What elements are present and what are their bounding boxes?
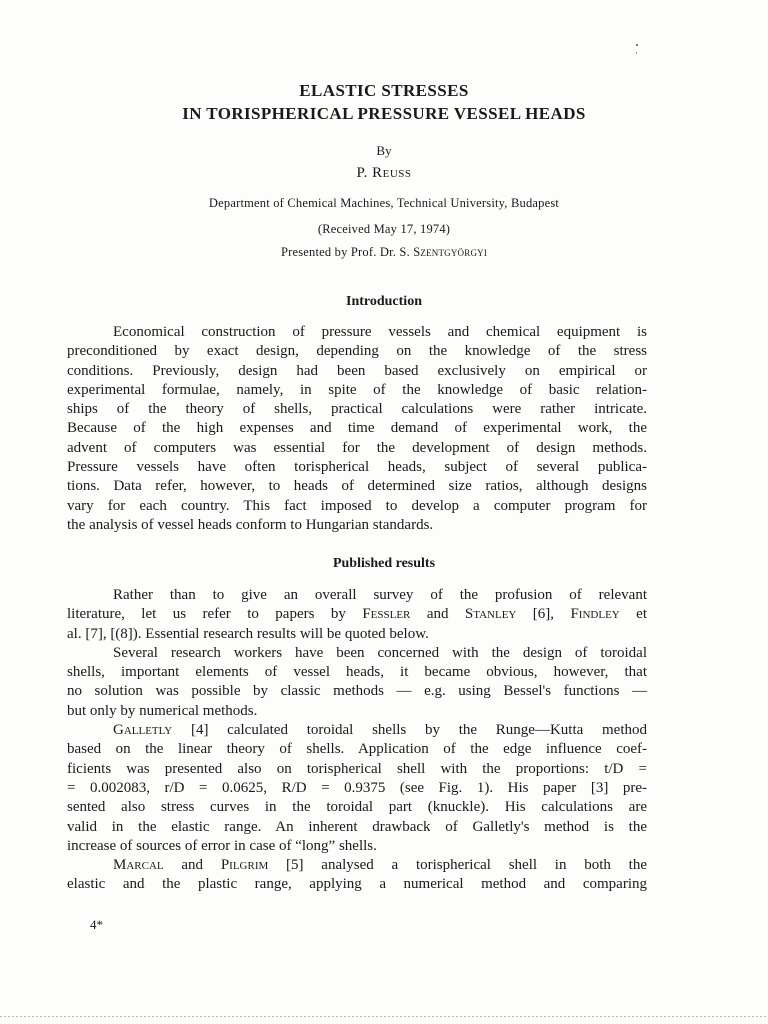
text-line: vary for each country. This fact imposed to develop a computer program for [67,497,647,514]
presented-prefix: Presented by Prof. Dr. S. [280,245,414,259]
text-line: Pressure vessels have often torispherical heads, subject of several publica- [67,459,647,476]
text-line: = 0.002083, r/D = 0.0625, R/D = 0.9375 (see Fig. 1). His paper [3] pre- [67,779,647,796]
text-line: advent of computers was essential for the development of design methods. [67,439,647,456]
text-line: elastic and the plastic range, applying a numerical method and comparing [67,876,647,893]
page-folio: 4* [90,917,103,932]
text-line: but only by numerical methods. [67,702,258,719]
presented-by [60,245,708,260]
title-line-2: IN TORISPHERICAL PRESSURE VESSEL HEADS [182,104,586,123]
text-line: conditions. Previously, design had been based exclusively on empirical or [67,362,647,379]
text-line: al. [7], [(8]). Essential research results will be quoted below. [67,625,429,642]
text-line [67,605,647,624]
scan-speck [636,44,638,46]
text-run: [6], [516,606,571,623]
cited-author: Findley [570,606,620,623]
affiliation: Department of Chemical Machines, Technical University, Budapest [208,196,560,210]
text-run: and [163,857,221,874]
text-run: et [619,606,647,623]
text-run: and [410,606,465,623]
published-results-text [67,586,647,895]
presenter-name: Szentgyörgyi [413,245,488,259]
text-run: [4] calculated toroidal shells by the Runge—Kutta method [172,722,647,739]
text-line: valid in the elastic range. An inherent drawback of Galletly's method is the [67,818,647,835]
text-line: ficients was presented also on torispherical shell with the proportions: t/D = [67,760,647,777]
text-line: shells, important elements of vessel heads, it became obvious, however, that [67,664,647,681]
text-line: no solution was possible by classic methods — e.g. using Bessel's functions — [67,683,647,700]
section-heading-published-results: Published results [332,556,436,571]
text-run: literature, let us refer to papers by [67,606,363,623]
text-line: increase of sources of error in case of “long” shells. [67,837,377,854]
author-surname: Reuss [372,165,412,181]
text-line: Because of the high expenses and time demand of experimental work, the [67,420,647,437]
text-line: the analysis of vessel heads conform to Hungarian standards. [67,516,434,533]
text-line: ships of the theory of shells, practical calculations were rather intricate. [67,401,647,418]
text-line [67,721,647,740]
introduction-paragraph [67,323,647,535]
title-line-1: ELASTIC STRESSES [299,81,469,100]
cited-author: Fessler [362,606,411,623]
cited-author: Stanley [464,606,517,623]
text-line [67,856,647,875]
cited-author: Marcal [113,857,164,874]
text-line: sented also stress curves in the toroidal part (knuckle). His calculations are [67,799,647,816]
author-initial: P. [356,165,373,181]
author [60,165,708,182]
cited-author: Pilgrim [220,857,269,874]
section-heading-introduction: Introduction [346,294,422,309]
text-line: Rather than to give an overall survey of the profusion of relevant [113,587,647,603]
text-line: based on the linear theory of shells. Application of the edge influence coef- [67,741,647,758]
text-run: [5] analysed a torispherical shell in both the [268,857,647,874]
text-line: tions. Data refer, however, to heads of determined size ratios, although designs [67,478,647,495]
received-date: (Received May 17, 1974) [317,222,451,236]
text-line: preconditioned by exact design, depending on the knowledge of the stress [67,343,647,360]
scan-speck [636,52,637,54]
text-line: Several research workers have been concerned with the design of toroidal [113,644,647,661]
text-line: experimental formulae, namely, in spite of the knowledge of basic relation- [67,381,647,398]
bottom-edge-rule [0,1016,768,1017]
byline-by: By [376,143,392,158]
text-line: Economical construction of pressure vessels and chemical equipment is [113,324,647,340]
cited-author: Galletly [113,722,173,739]
